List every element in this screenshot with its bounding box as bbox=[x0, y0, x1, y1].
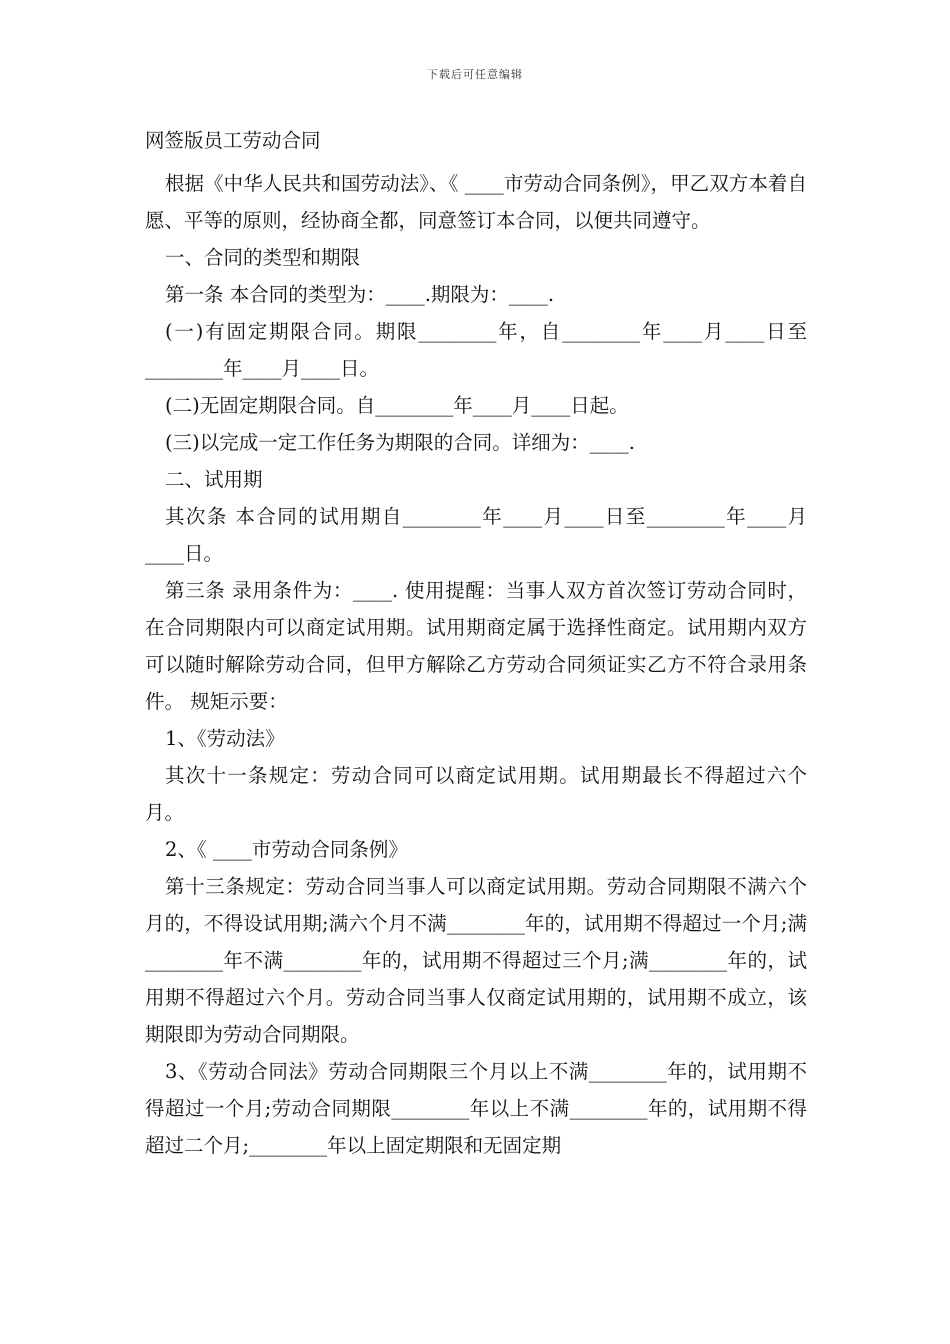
section-heading-probation: 二、试用期 bbox=[165, 468, 263, 491]
list-item-city-regulation: 2、《 ____市劳动合同条例》 bbox=[165, 838, 408, 861]
list-item-labor-law: 1、《劳动法》 bbox=[165, 727, 285, 750]
paragraph-city-regulation-rule: 第十三条规定：劳动合同当事人可以商定试用期。劳动合同期限不满六个月的，不得设试用期;满六个月不满________年的，试用期不得超过一个月;满________年不满________年的，试用期不得超过三个月;满________年的，试用期不得超过六个月。劳动合同当事人仅商定试用期的，试用期不成立，该期限即为劳动合同期限。 bbox=[145, 875, 807, 1046]
paragraph-article-1: 第一条 本合同的类型为：____.期限为：____. bbox=[165, 283, 555, 306]
contract-body bbox=[145, 122, 807, 1164]
paragraph-preamble: 根据《中华人民共和国劳动法》、《 ____市劳动合同条例》，甲乙双方本着自愿、平等的原则，经协商全都，同意签订本合同，以便共同遵守。 bbox=[145, 172, 807, 232]
paragraph-contract-law-rule: 3、《劳动合同法》劳动合同期限三个月以上不满________年的，试用期不得超过一个月;劳动合同期限________年以上不满________年的，试用期不得超过二个月;________年以上固定期限和无固定期 bbox=[145, 1060, 807, 1157]
paragraph-article-3: 第三条 录用条件为：____. 使用提醒：当事人双方首次签订劳动合同时，在合同期限内可以商定试用期。试用期商定属于选择性商定。试用期内双方可以随时解除劳动合同，但甲方解除乙方劳动合同须证实乙方不符合录用条件。 规矩示要： bbox=[145, 579, 807, 713]
section-heading-contract-type: 一、合同的类型和期限 bbox=[165, 246, 361, 269]
paragraph-open-term: (二)无固定期限合同。自________年____月____日起。 bbox=[165, 394, 629, 417]
page-header-note: 下载后可任意编辑 bbox=[427, 68, 523, 81]
document-title: 网签版员工劳动合同 bbox=[145, 129, 321, 152]
paragraph-article-2: 其次条 本合同的试用期自________年____月____日至________年____月____日。 bbox=[145, 505, 807, 565]
paragraph-labor-law-rule: 其次十一条规定：劳动合同可以商定试用期。试用期最长不得超过六个月。 bbox=[145, 764, 807, 824]
paragraph-fixed-term: (一)有固定期限合同。期限________年，自________年____月____日至________年____月____日。 bbox=[145, 320, 807, 380]
paragraph-task-term: (三)以完成一定工作任务为期限的合同。详细为：____. bbox=[165, 431, 635, 454]
